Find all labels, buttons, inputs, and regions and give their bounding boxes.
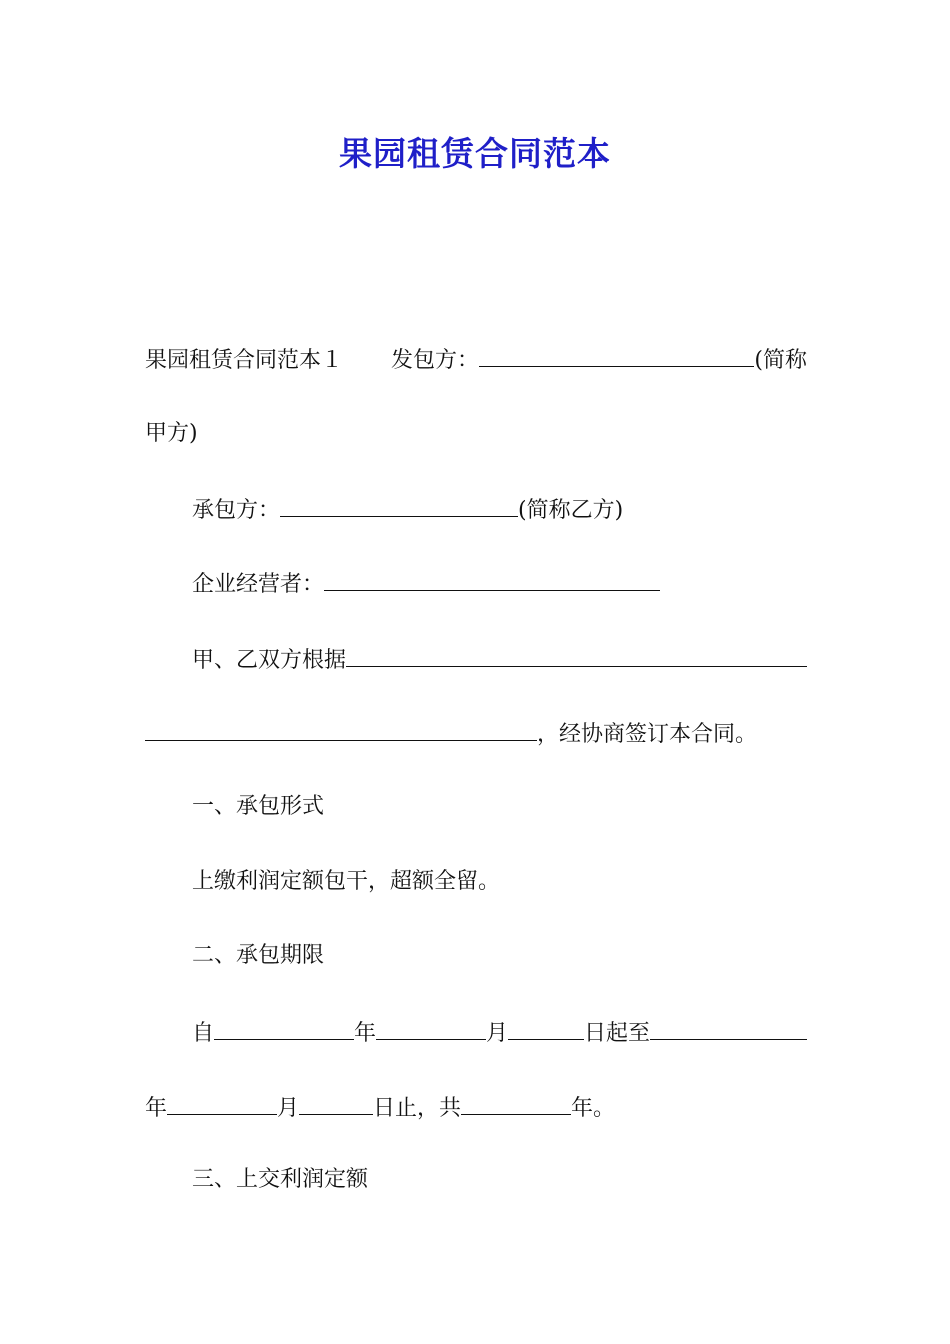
party-b-label: 承包方： [192, 498, 281, 523]
document-title: 果园租赁合同范本 [339, 134, 611, 173]
total-years-blank [461, 1090, 571, 1115]
end-year-blank [650, 1015, 807, 1040]
period-years-end: 年。 [571, 1096, 616, 1121]
contract-party-a-line [145, 342, 807, 377]
start-day-blank [508, 1015, 584, 1040]
party-a-blank [479, 342, 754, 367]
period-end-month: 月 [277, 1096, 300, 1121]
section-1-heading: 一、承包形式 [192, 794, 325, 819]
end-month-blank [167, 1090, 277, 1115]
period-end-total: 日止，共 [373, 1096, 462, 1121]
party-b-suffix: (简称乙方) [518, 498, 624, 523]
basis-blank [346, 642, 807, 667]
party-a-continued: 甲方) [145, 421, 198, 446]
basis-blank-2 [145, 716, 537, 741]
section-2-heading: 二、承包期限 [192, 943, 325, 968]
period-year: 年 [354, 1021, 377, 1046]
start-year-blank [214, 1015, 354, 1040]
period-line-2 [145, 1090, 807, 1125]
basis-label: 甲、乙双方根据 [192, 648, 347, 673]
contract-heading: 果园租赁合同范本１ [145, 348, 344, 373]
period-month: 月 [486, 1021, 509, 1046]
section-3-heading: 三、上交利润定额 [192, 1167, 369, 1192]
period-day-to: 日起至 [584, 1021, 651, 1046]
operator-blank [324, 566, 660, 591]
party-a-suffix: (简称 [754, 348, 807, 373]
party-b-line [192, 492, 807, 527]
period-line-1 [192, 1015, 807, 1050]
party-a-label: 发包方： [391, 348, 480, 373]
start-month-blank [376, 1015, 486, 1040]
agreement-text: ，经协商签订本合同。 [537, 722, 758, 747]
period-end-year: 年 [145, 1096, 168, 1121]
section-1-body: 上缴利润定额包干，超额全留。 [192, 869, 501, 894]
operator-label: 企业经营者： [192, 572, 325, 597]
end-day-blank [299, 1090, 373, 1115]
party-b-blank [280, 492, 518, 517]
operator-line [192, 566, 807, 601]
basis-line [192, 642, 807, 677]
period-from: 自 [192, 1021, 215, 1046]
basis-continued-line [145, 716, 807, 751]
